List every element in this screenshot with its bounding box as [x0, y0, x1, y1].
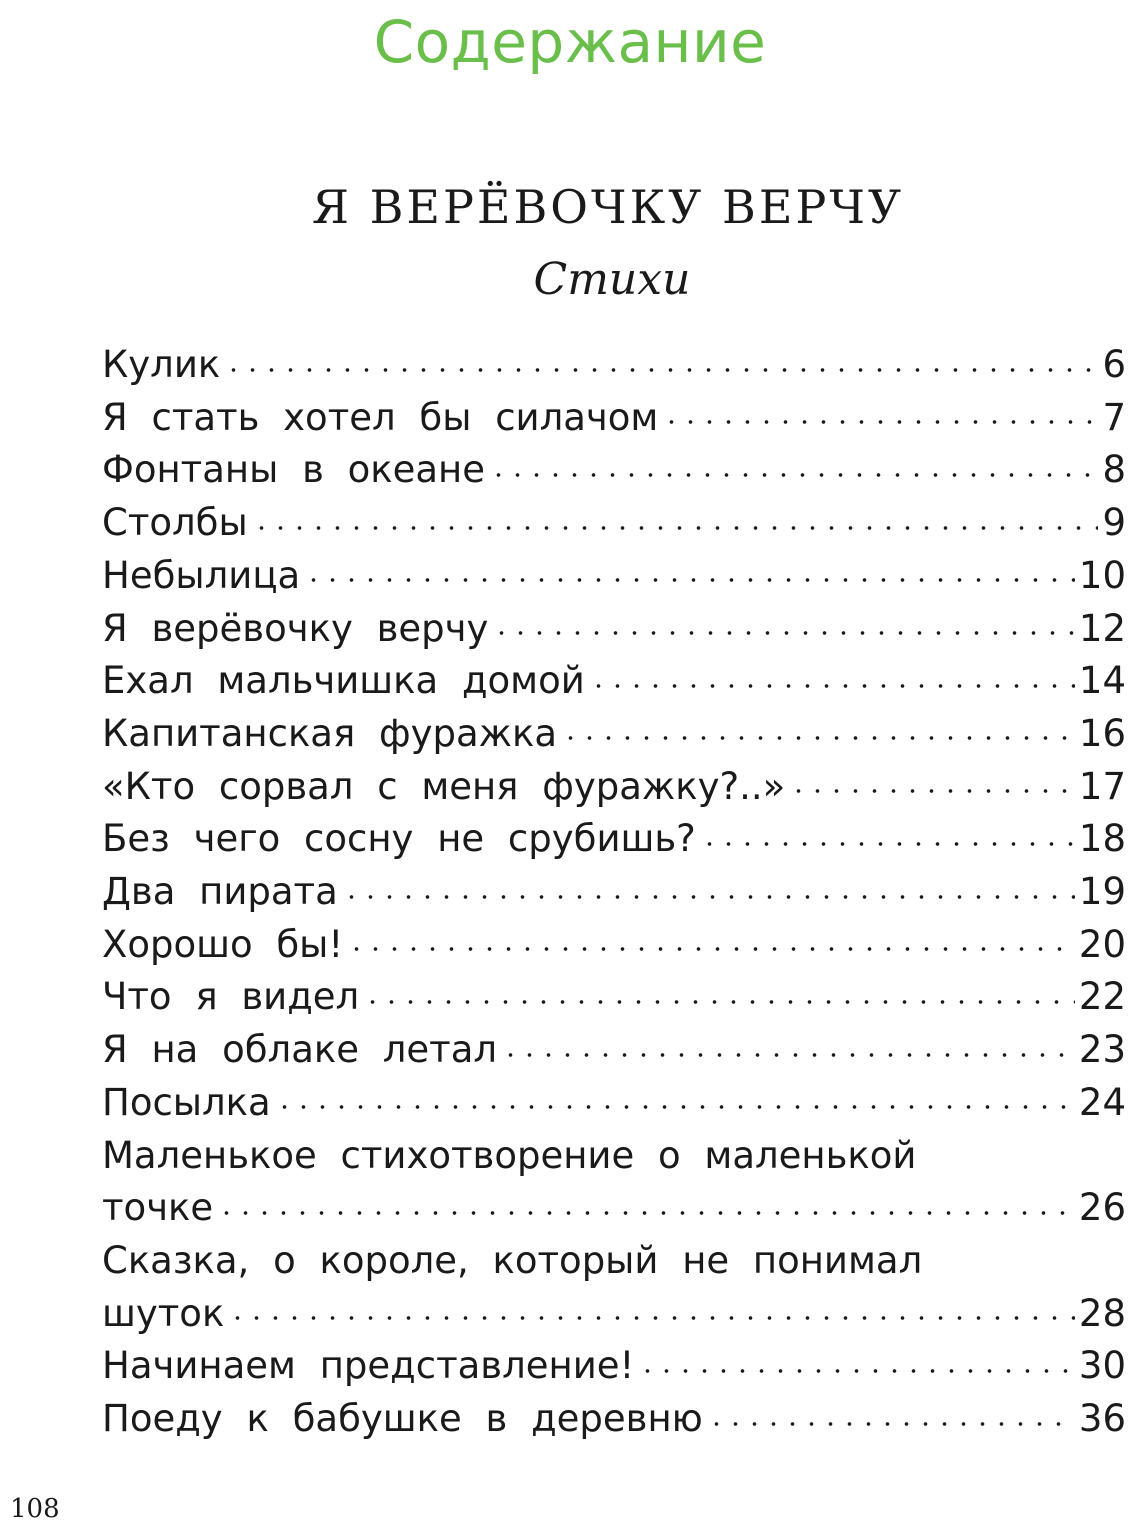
toc-entry-title: Столбы	[102, 501, 248, 545]
toc-entry-title: Капитанская фуражка	[102, 711, 558, 755]
toc-entry	[102, 866, 1126, 919]
toc-entry	[102, 1340, 1126, 1393]
toc-entry-line	[102, 1288, 1126, 1341]
toc-entry-page: 6	[1102, 343, 1126, 386]
dot-leader	[589, 656, 1075, 693]
toc-entry-line	[102, 603, 1126, 656]
toc-entry-line	[102, 550, 1126, 603]
toc-entry-page: 16	[1078, 711, 1126, 755]
dot-leader	[228, 1289, 1075, 1326]
toc-entry	[102, 655, 1126, 708]
toc-entry	[102, 1393, 1126, 1446]
toc-entry-page: 8	[1102, 448, 1126, 492]
toc-entry-page: 23	[1078, 1028, 1126, 1072]
toc-entry-page: 7	[1102, 395, 1126, 439]
toc-entry-page: 10	[1078, 553, 1126, 597]
dot-leader	[501, 1025, 1075, 1062]
toc-entry-line	[102, 497, 1126, 550]
toc-entry-title: Хорошо бы!	[102, 922, 344, 966]
toc-entry	[102, 971, 1126, 1024]
toc-entry-page: 17	[1078, 764, 1126, 808]
toc-entry-page: 14	[1078, 659, 1126, 703]
dot-leader	[489, 445, 1098, 482]
toc-entry-page: 26	[1078, 1186, 1126, 1230]
section-subtitle: Стихи	[533, 254, 691, 305]
toc-entry-line	[102, 655, 1126, 708]
toc-entry-title: Что я видел	[102, 975, 360, 1019]
dot-leader	[347, 920, 1075, 957]
toc-entry-title: Небылица	[102, 553, 301, 597]
toc-entry-line	[102, 392, 1126, 445]
toc-entry-title-line1: Маленькое стихотворение о маленькой	[102, 1133, 917, 1177]
toc-entry-page: 30	[1078, 1344, 1126, 1388]
toc-entry-title: Без чего сосну не срубишь?	[102, 817, 696, 861]
toc-entry	[102, 497, 1126, 550]
toc-entry-page: 19	[1078, 870, 1126, 914]
toc-entry-title: точке	[102, 1186, 214, 1230]
dot-leader	[707, 1394, 1075, 1431]
dot-leader	[492, 604, 1074, 641]
section-title: Я ВЕРЁВОЧКУ ВЕРЧУ	[311, 180, 905, 234]
toc-entry	[102, 708, 1126, 761]
dot-leader	[342, 867, 1075, 904]
toc-entry-line	[102, 866, 1126, 919]
toc-entry-title-line1: Сказка, о короле, который не понимал	[102, 1238, 923, 1282]
toc-entry	[102, 813, 1126, 866]
toc-entry	[102, 1024, 1126, 1077]
toc-entry-line	[102, 761, 1126, 814]
page-number: 108	[10, 1494, 60, 1524]
toc-entry-title: Я стать хотел бы силачом	[102, 395, 659, 439]
toc-entry-page: 22	[1078, 975, 1126, 1019]
toc-entry	[102, 1235, 1126, 1340]
toc-entry	[102, 339, 1126, 392]
toc-entry-page: 36	[1078, 1397, 1126, 1441]
toc-entry-title: Посылка	[102, 1080, 271, 1124]
page-heading: Содержание	[373, 8, 767, 76]
toc-entry-title: шуток	[102, 1291, 225, 1335]
dot-leader	[638, 1341, 1075, 1378]
toc-entry	[102, 761, 1126, 814]
dot-leader	[217, 1183, 1075, 1220]
toc-entry-title: Фонтаны в океане	[102, 448, 486, 492]
toc-entry-page: 12	[1078, 606, 1126, 650]
toc-entry	[102, 444, 1126, 497]
toc-entry	[102, 919, 1126, 972]
table-of-contents	[102, 339, 1126, 1446]
toc-entry-title: Ехал мальчишка домой	[102, 659, 585, 703]
dot-leader	[700, 814, 1075, 851]
dot-leader	[275, 1078, 1075, 1115]
toc-entry-page: 20	[1078, 922, 1126, 966]
dot-leader	[789, 762, 1075, 799]
toc-entry-line	[102, 1182, 1126, 1235]
toc-entry-title: Я верёвочку верчу	[102, 606, 489, 650]
toc-entry	[102, 1077, 1126, 1130]
toc-entry-page: 24	[1078, 1080, 1126, 1124]
toc-entry	[102, 1130, 1126, 1235]
toc-entry-title: Два пирата	[102, 870, 338, 914]
toc-entry-page: 28	[1078, 1291, 1126, 1335]
toc-entry-line	[102, 1024, 1126, 1077]
toc-entry-line	[102, 1340, 1126, 1393]
dot-leader	[363, 972, 1075, 1009]
toc-entry-line	[102, 444, 1126, 497]
dot-leader	[304, 551, 1075, 588]
toc-entry-title: Поеду к бабушке в деревню	[102, 1397, 703, 1441]
dot-leader	[561, 709, 1075, 746]
toc-entry	[102, 392, 1126, 445]
toc-entry-page: 18	[1078, 817, 1126, 861]
toc-entry-line	[102, 1393, 1126, 1446]
toc-entry	[102, 550, 1126, 603]
toc-entry-title: Кулик	[102, 343, 221, 386]
dot-leader	[252, 498, 1099, 535]
toc-entry-title: Начинаем представление!	[102, 1344, 635, 1388]
toc-entry-line	[102, 971, 1126, 1024]
dot-leader	[224, 340, 1098, 377]
toc-entry-title: «Кто сорвал с меня фуражку?..»	[102, 764, 786, 808]
toc-entry-line	[102, 339, 1126, 392]
toc-entry-page: 9	[1102, 501, 1126, 545]
toc-entry-line	[102, 708, 1126, 761]
toc-entry-title: Я на облаке летал	[102, 1028, 498, 1072]
toc-entry-line	[102, 1077, 1126, 1130]
toc-entry	[102, 603, 1126, 656]
toc-entry-line	[102, 919, 1126, 972]
toc-entry-line	[102, 813, 1126, 866]
dot-leader	[662, 393, 1098, 430]
